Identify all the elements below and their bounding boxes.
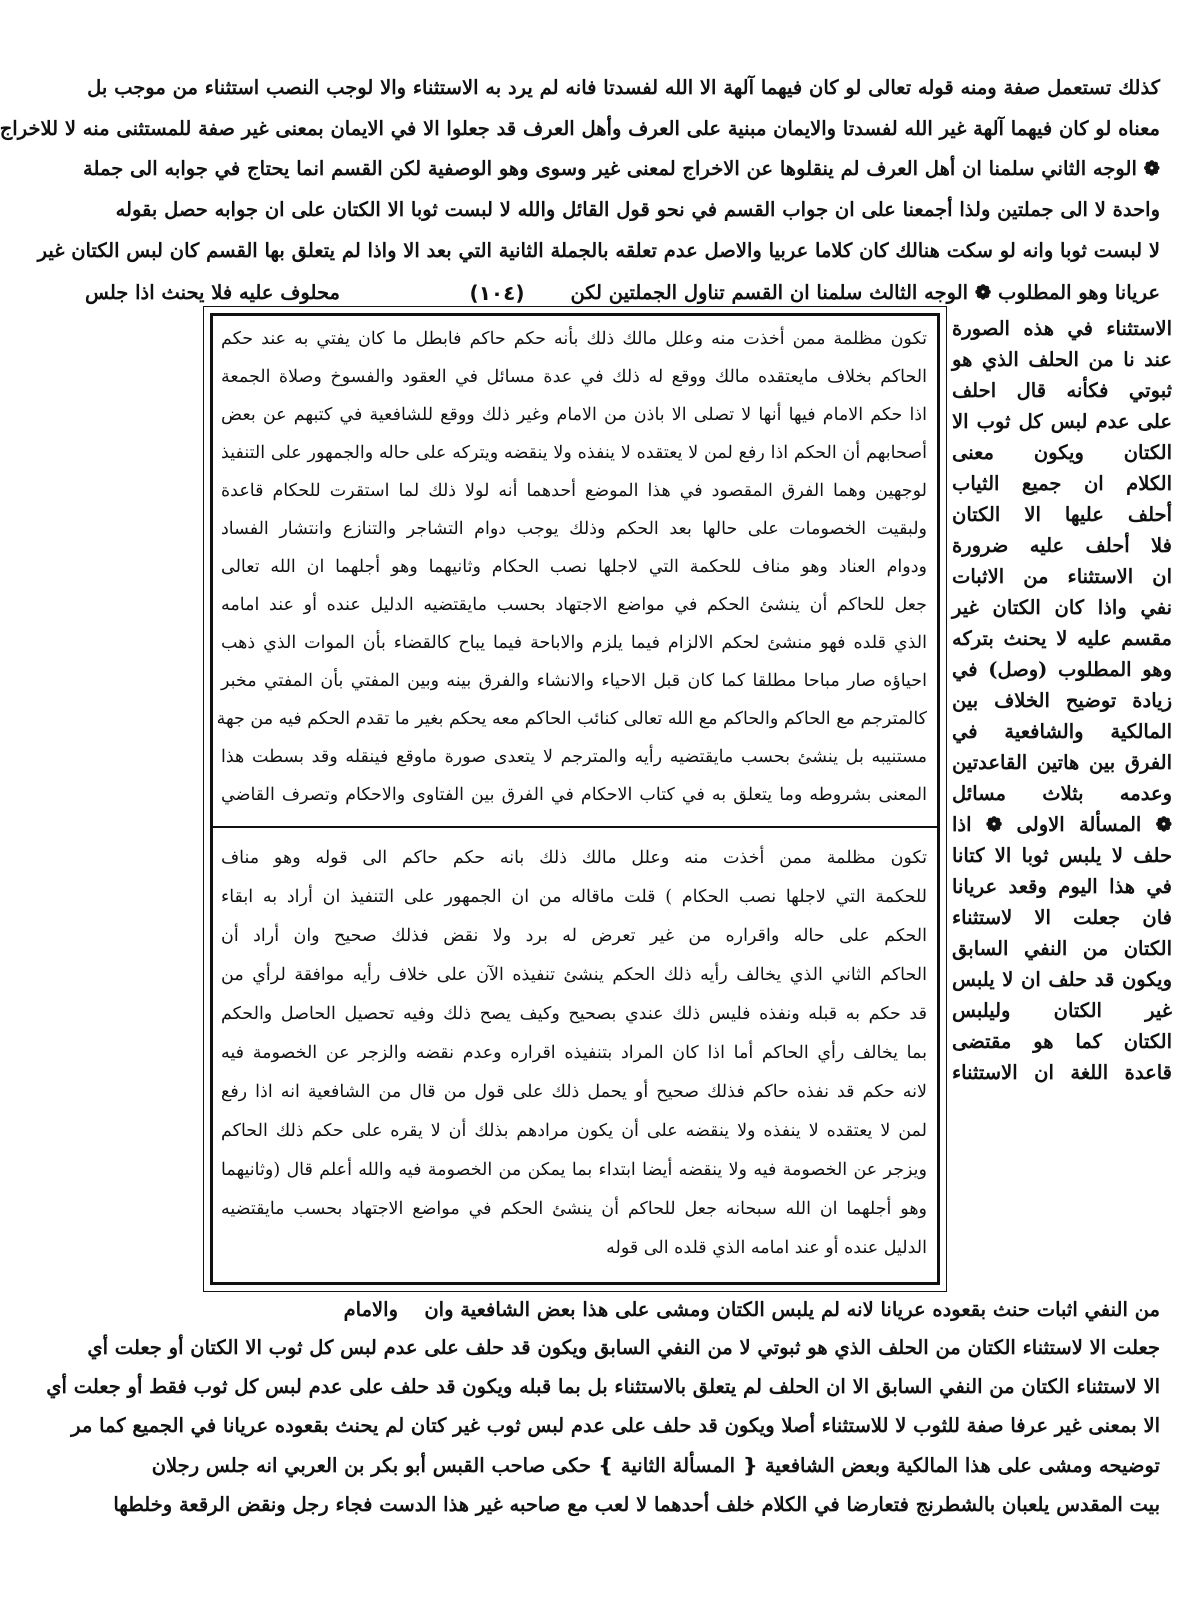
- text-line: الا بمعنى غير عرفا صفة للثوب لا للاستثناء أصلا ويكون قد حلف على عدم لبس ثوب غير كتان لم يحنث بقعوده عريانا في الجميع كما مر: [71, 1414, 1160, 1437]
- text-line: من النفي اثبات حنث بقعوده عريانا لانه لم يلبس الكتان ومشى على هذا بعض الشافعية وان: [424, 1298, 1160, 1321]
- box-line: اذا حكم الامام فيها أنها لا تصلى الا باذن من الامام وغير ذلك ووقع للشافعية في كتبهم عن بعض: [221, 405, 927, 425]
- box-line: لمن لا يعتقده لا ينفذه ولا ينقضه على أن يكون مرادهم بذلك أن لا يقره على حكم ذلك الحاكم: [221, 1121, 927, 1141]
- text-line: بيت المقدس يلعبان بالشطرنج فتعارضا في الكلام خلف أحدهما لا لعب مع صاحبه غير هذا الدست فجاء رجل ونقض الرقعة وخلطها: [113, 1493, 1160, 1516]
- side-line: ثبوتي فكأنه قال احلف: [952, 379, 1172, 402]
- side-line: نفي واذا كان الكتان غير: [952, 596, 1172, 619]
- text-line: والامام: [343, 1298, 398, 1321]
- box-line: الذي قلده فهو منشئ لحكم الالزام فيما يلزم والاباحة فيما يباح كالقضاء بأن الموات الذي ذهب: [221, 633, 927, 653]
- commentary-separator: [210, 826, 940, 828]
- text-line: توضيحه ومشى على هذا المالكية وبعض الشافعية ❴ المسألة الثانية ❵ حكى صاحب القبس أبو بكر بن العربي انه جلس رجلان: [151, 1454, 1160, 1477]
- side-line: حلف لا يلبس ثوبا الا كتانا: [952, 844, 1172, 867]
- box-line: بما يخالف رأي الحاكم أما اذا كان المراد بتنفيذه اقراره وعدم نقضه والزجر عن الخصومة فيه: [221, 1043, 927, 1063]
- box-line: ولبقيت الخصومات على حالها بعد الحكم وذلك يوجب دوام التشاجر والتنازع وانتشار الفساد: [221, 519, 927, 539]
- side-line: في هذا اليوم وقعد عريانا: [952, 875, 1172, 898]
- box-line: الحاكم الثاني الذي يخالف رأيه ذلك الحكم ينشئ تنفيذه الآن على خلاف رأيه موافقة لرأي من: [221, 965, 927, 985]
- box-line: لانه حكم قد نفذه حاكم فذلك صحيح أو يحمل ذلك على قول من قال من الشافعية انه اذا رفع: [221, 1082, 927, 1102]
- box-line: لوجهين وهما الفرق المقصود في هذا الموضع أحدهما أنه لولا ذلك لما استقرت للحكام قاعدة: [221, 481, 927, 501]
- box-line: قد حكم به قبله ونفذه فليس ذلك عندي بصحيح وكيف يصح ذلك وفيه تحصيل الحاصل والحكم: [221, 1004, 927, 1024]
- box-line: للحكمة التي لاجلها نصب الحكام ) قلت ماقاله من ان الجمهور على التنفيذ ان أراد به ابقاء: [221, 887, 927, 907]
- text-line: الا لاستثناء الكتان من النفي السابق الا ان الحلف لم يتعلق بالاستثناء بل بما قبله ويكون قد حلف على عدم لبس كل ثوب فقط أو جعلت أي: [46, 1375, 1160, 1398]
- text-line: واحدة لا الى جملتين ولذا أجمعنا على ان جواب القسم في نحو قول القائل والله لا لبست ثوبا الا الكتان على ان جوابه حصل بقوله: [115, 198, 1160, 221]
- box-line: تكون مظلمة ممن أخذت منه وعلل مالك ذلك بأنه حكم حاكم فابطل ما كان يفتي به عند حكم: [221, 329, 927, 349]
- side-line: الكتان كما هو مقتضى: [952, 1030, 1172, 1053]
- side-line: الكلام ان جميع الثياب: [952, 472, 1172, 495]
- text-line: عريانا وهو المطلوب ❁ الوجه الثالث سلمنا ان القسم تناول الجملتين لكن: [570, 281, 1160, 304]
- side-line: وهو المطلوب (وصل) في: [952, 658, 1172, 681]
- box-line: أصحابهم أن الحكم اذا رفع لمن لا يعتقده لا ينفذه ولا ينقضه ويتركه على حاله والجمهور على التنفيذ: [221, 443, 927, 463]
- box-line: احياؤه صار مباحا مطلقا كما كان قبل الاحياء والانشاء والفرق بينه وبين المفتي بأن المفتي مخبر: [221, 671, 927, 691]
- box-line: كالمترجم مع الحاكم والحاكم مع الله تعالى كنائب الحاكم معه يحكم بغير ما تقدم الحكم فيه من جهة: [216, 709, 927, 729]
- side-line: على عدم لبس كل ثوب الا: [952, 410, 1172, 433]
- box-line: مستنيبه بل ينشئ بحسب مايقتضيه رأيه والمترجم لا يتعدى صورة ماوقع فينقله وقد بسطت هذا: [221, 747, 927, 767]
- side-line: الكتان ويكون معنى: [952, 441, 1172, 464]
- side-line: مقسم عليه لا يحنث بتركه: [952, 627, 1172, 650]
- side-line: الكتان من النفي السابق: [952, 937, 1172, 960]
- side-line: الفرق بين هاتين القاعدتين: [952, 751, 1172, 774]
- box-line: الحاكم بخلاف مايعتقده مالك ووقع له ذلك في عدة مسائل في العقود والفسوخ وصلاة الجمعة: [221, 367, 927, 387]
- box-line: جعل للحاكم أن ينشئ الحكم في مواضع الاجتهاد بحسب مايقتضيه الدليل عنده أو عند امامه: [221, 595, 927, 615]
- text-line: ❁ الوجه الثاني سلمنا ان أهل العرف لم ينقلوها عن الاخراج لمعنى غير وسوى وهو الوصفية لكن القسم انما يحتاج في جوابه الى جملة: [83, 157, 1160, 180]
- box-line: ودوام العناد وهو مناف للحكمة التي لاجلها نصب الحكام وثانيهما وهو أجلهما ان الله تعالى: [221, 557, 927, 577]
- text-line: معناه لو كان فيهما آلهة غير الله لفسدتا والايمان مبنية على العرف وأهل العرف قد جعلوا الا في الايمان بمعنى غير صفة للمستثنى منه لا للاخراج: [0, 117, 1160, 140]
- side-line: غير الكتان وليلبس: [952, 999, 1172, 1022]
- side-line: فلا أحلف عليه ضرورة: [952, 534, 1172, 557]
- text-line: جعلت الا لاستثناء الكتان من الحلف الذي هو ثبوتي لا من النفي السابق ويكون قد حلف على عدم لبس كل ثوب الا الكتان أو جعلت أي: [87, 1336, 1160, 1359]
- side-line: زيادة توضيح الخلاف بين: [952, 689, 1172, 712]
- text-line: لا لبست ثوبا وانه لو سكت هنالك كان كلاما عربيا والاصل عدم تعلقه بالجملة الثانية التي بعد الا واذا لم يتعلق بها القسم كان لبس الكتان غير: [37, 239, 1160, 262]
- box-line: وهو أجلهما ان الله سبحانه جعل للحاكم أن ينشئ الحكم في مواضع الاجتهاد بحسب مايقتضيه: [221, 1199, 927, 1219]
- side-line: الاستثناء في هذه الصورة: [952, 317, 1172, 340]
- page-number: (١٠٤): [469, 281, 525, 305]
- side-line: أحلف عليها الا الكتان: [952, 503, 1172, 526]
- text-line: محلوف عليه فلا يحنث اذا جلس: [84, 281, 340, 304]
- side-line: ❁ المسألة الاولى ❁ اذا: [952, 813, 1172, 836]
- side-line: عند نا من الحلف الذي هو: [952, 348, 1172, 371]
- side-line: ويكون قد حلف ان لا يلبس: [952, 968, 1172, 991]
- side-line: ان الاستثناء من الاثبات: [952, 565, 1172, 588]
- side-line: المالكية والشافعية في: [952, 720, 1172, 743]
- box-line: تكون مظلمة ممن أخذت منه وعلل مالك ذلك بانه حكم حاكم الى قوله وهو مناف: [221, 848, 927, 868]
- box-line: الدليل عنده أو عند امامه الذي قلده الى قوله: [606, 1238, 927, 1258]
- box-line: المعنى بشروطه وما يتعلق به في كتاب الاحكام في الفرق بين الفتاوى والاحكام وتصرف القاضي: [221, 785, 927, 805]
- side-line: وعدمه بثلاث مسائل: [952, 782, 1172, 805]
- side-line: فان جعلت الا لاستثناء: [952, 906, 1172, 929]
- box-line: ويزجر عن الخصومة فيه ولا ينقضه أيضا ابتداء بما يمكن من الخصومة فيه والله أعلم قال (وثانيهما: [221, 1160, 927, 1180]
- side-line: قاعدة اللغة ان الاستثناء: [952, 1061, 1172, 1084]
- text-line: كذلك تستعمل صفة ومنه قوله تعالى لو كان فيهما آلهة الا الله لفسدتا فانه لم يرد به الاستثناء والا لوجب النصب استثناء من موجب بل: [87, 76, 1160, 99]
- box-line: الحكم على حاله واقراره من غير تعرض له برد ولا نقض فذلك صحيح وان أراد أن: [221, 926, 927, 946]
